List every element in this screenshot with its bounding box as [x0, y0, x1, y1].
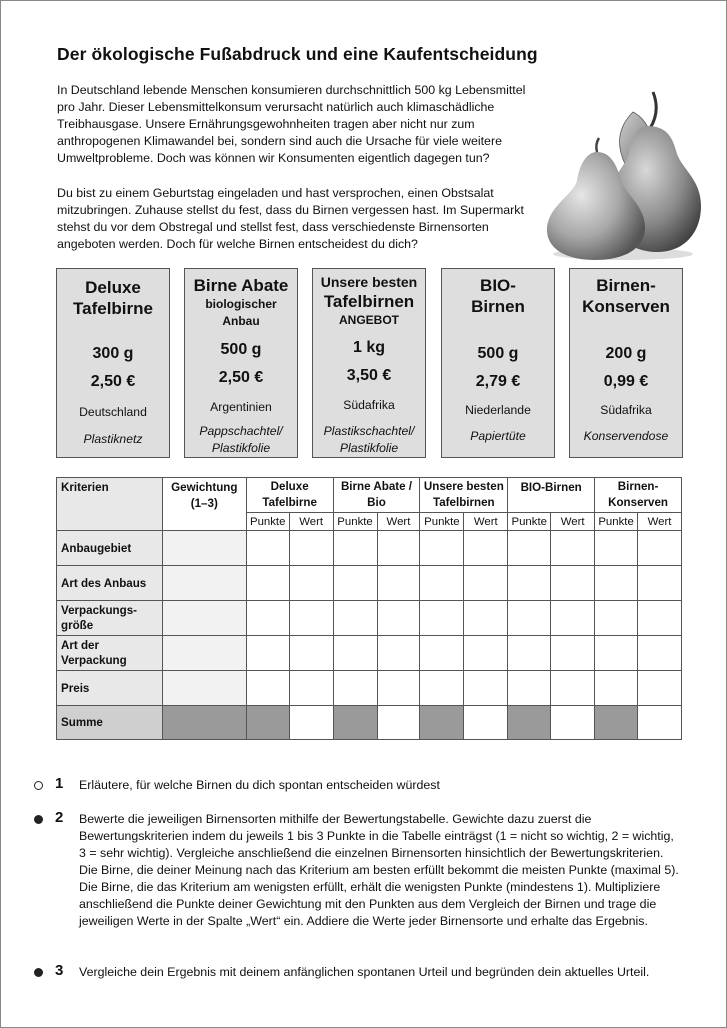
product-name: Birne Abate: [193, 276, 289, 295]
product-subtitle: biologischer Anbau: [205, 297, 277, 328]
product-name: Birnen- Konserven: [582, 276, 670, 316]
points-cell[interactable]: [420, 566, 464, 601]
task-number: 3: [55, 962, 64, 979]
weight-header: Gewichtung (1–3): [162, 478, 246, 531]
sum-points-cell-disabled: [246, 706, 289, 740]
points-cell[interactable]: [246, 566, 289, 601]
product-card-abate: [184, 268, 298, 458]
product-quantity: 500 g: [477, 345, 519, 362]
open-circle-icon: [34, 781, 43, 790]
sum-points-cell-disabled: [595, 706, 638, 740]
product-quantity: 300 g: [92, 345, 134, 362]
value-cell[interactable]: [638, 566, 682, 601]
points-cell[interactable]: [333, 601, 377, 636]
table-row: [57, 671, 682, 706]
product-price: 3,50 €: [346, 367, 392, 384]
points-cell[interactable]: [595, 671, 638, 706]
product-card-deluxe: [56, 268, 170, 458]
points-cell[interactable]: [333, 636, 377, 671]
points-subheader: Punkte: [508, 513, 551, 531]
sum-value-cell[interactable]: [289, 706, 333, 740]
weight-cell[interactable]: [162, 636, 246, 671]
product-name-line1: Unsere besten: [320, 274, 418, 290]
product-name-line2: Tafelbirnen: [323, 292, 415, 311]
sum-value-cell[interactable]: [551, 706, 595, 740]
value-subheader: Wert: [289, 513, 333, 531]
product-card-konserven: [569, 268, 683, 458]
table-row: [57, 566, 682, 601]
value-cell[interactable]: [638, 531, 682, 566]
points-subheader: Punkte: [333, 513, 377, 531]
task-number: 2: [55, 809, 64, 826]
product-price: 0,99 €: [603, 373, 649, 390]
points-cell[interactable]: [246, 636, 289, 671]
intro-paragraph-1: In Deutschland lebende Menschen konsumieren durchschnittlich 500 kg Lebensmittel pro Jahr. Dieser Lebensmittelkonsum verursacht natürlich auch klimaschädliche Treibhausgase. Unsere Ernährungsgewohnheiten tragen aber nicht nur zum anthropogenen Klimawandel bei, sondern sind auch die Ursache für viele weitere Umweltprobleme. Doch was können wir Konsumenten eigentlich dagegen tun?: [57, 83, 526, 165]
product-country: Südafrika: [600, 403, 652, 417]
table-row: [57, 531, 682, 566]
sum-value-cell[interactable]: [377, 706, 420, 740]
product-packaging: Pappschachtel/ Plastikfolie: [199, 424, 283, 455]
points-cell[interactable]: [333, 531, 377, 566]
product-card-bio: [441, 268, 555, 458]
value-cell[interactable]: [377, 671, 420, 706]
sum-value-cell[interactable]: [464, 706, 508, 740]
points-cell[interactable]: [420, 636, 464, 671]
product-packaging: Papiertüte: [470, 429, 526, 443]
weight-cell[interactable]: [162, 531, 246, 566]
value-cell[interactable]: [464, 636, 508, 671]
row-label: Anbaugebiet: [57, 531, 163, 566]
value-cell[interactable]: [551, 531, 595, 566]
points-cell[interactable]: [508, 671, 551, 706]
sum-row: [57, 706, 682, 740]
product-packaging: Plastiknetz: [83, 432, 143, 446]
value-cell[interactable]: [638, 671, 682, 706]
points-cell[interactable]: [508, 636, 551, 671]
points-cell[interactable]: [595, 531, 638, 566]
product-name: Deluxe Tafelbirne: [73, 278, 153, 318]
task-text: Erläutere, für welche Birnen du dich spontan entscheiden würdest: [79, 778, 440, 792]
value-cell[interactable]: [464, 671, 508, 706]
points-cell[interactable]: [333, 566, 377, 601]
sum-points-cell-disabled: [420, 706, 464, 740]
filled-circle-icon: [34, 968, 43, 977]
product-packaging: Konservendose: [583, 429, 669, 443]
value-cell[interactable]: [377, 601, 420, 636]
value-cell[interactable]: [464, 531, 508, 566]
weight-cell[interactable]: [162, 671, 246, 706]
table-row: [57, 636, 682, 671]
points-subheader: Punkte: [246, 513, 289, 531]
product-header: Birne Abate / Bio: [333, 478, 420, 513]
points-cell[interactable]: [595, 601, 638, 636]
product-header: Unsere besten Tafelbirnen: [420, 478, 508, 513]
points-cell[interactable]: [420, 601, 464, 636]
product-country: Niederlande: [465, 403, 531, 417]
filled-circle-icon: [34, 815, 43, 824]
points-cell[interactable]: [508, 601, 551, 636]
value-subheader: Wert: [377, 513, 420, 531]
value-subheader: Wert: [638, 513, 682, 531]
product-header: Birnen- Konserven: [595, 478, 682, 513]
product-packaging: Plastikschachtel/ Plastikfolie: [323, 424, 415, 455]
value-cell[interactable]: [551, 671, 595, 706]
points-cell[interactable]: [420, 531, 464, 566]
points-cell[interactable]: [246, 671, 289, 706]
value-cell[interactable]: [289, 601, 333, 636]
value-cell[interactable]: [377, 566, 420, 601]
value-cell[interactable]: [551, 601, 595, 636]
product-subtitle: ANGEBOT: [339, 313, 399, 327]
sum-value-cell[interactable]: [638, 706, 682, 740]
page-title: Der ökologische Fußabdruck und eine Kaufentscheidung: [57, 44, 538, 64]
value-cell[interactable]: [551, 636, 595, 671]
sum-points-cell-disabled: [508, 706, 551, 740]
product-country: Südafrika: [343, 398, 395, 412]
product-quantity: 500 g: [220, 341, 262, 358]
points-subheader: Punkte: [420, 513, 464, 531]
intro-paragraph-2: Du bist zu einem Geburtstag eingeladen und hast versprochen, einen Obstsalat mitzubringen. Zuhause stellst du fest, dass du Birnen vergessen hast. Im Supermarkt stehst du vor dem Obstregal und stellst fest, dass verschiedenste Birnensorten angeboten werden. Doch für welche Birnen entscheidest du dich?: [57, 186, 524, 251]
product-header: Deluxe Tafelbirne: [246, 478, 333, 513]
points-cell[interactable]: [595, 636, 638, 671]
table-row: [57, 601, 682, 636]
row-label: Verpackungs- größe: [57, 601, 163, 636]
product-card-best: [312, 268, 426, 458]
value-cell[interactable]: [638, 601, 682, 636]
points-cell[interactable]: [333, 671, 377, 706]
sum-points-cell-disabled: [333, 706, 377, 740]
weight-cell[interactable]: [162, 601, 246, 636]
product-price: 2,50 €: [90, 373, 136, 390]
task-number: 1: [55, 775, 64, 792]
points-cell[interactable]: [508, 566, 551, 601]
product-price: 2,50 €: [218, 369, 264, 386]
task-text: Bewerte die jeweiligen Birnensorten mithilfe der Bewertungstabelle. Gewichte dazu zuerst die Bewertungskriterien indem du jeweils 1 bis 3 Punkte in die Tabelle einträgst (1 = nicht so wichtig, 2 = wichtig, 3 = sehr wichtig). Vergleiche anschließend die einzelnen Birnensorten hinsichtlich der Bewertungskriterien. Die Birne, die deiner Meinung nach das Kriterium am besten erfüllt bekommt die meisten Punkte (maximal 5). Die Birne, die das Kriterium am wenigsten erfüllt, erhält die wenigsten Punkte (mindestens 1). Multipliziere anschließend die Punkte deiner Gewichtung mit den Punkten aus dem Vergleich der Birnen und trage die jeweiligen Werte in der Spalte „Wert“ ein. Addiere die Werte jeder Birnensorte und erhalte das Ergebnis.: [79, 812, 679, 928]
value-cell[interactable]: [289, 636, 333, 671]
value-cell[interactable]: [638, 636, 682, 671]
value-cell[interactable]: [289, 671, 333, 706]
points-cell[interactable]: [246, 601, 289, 636]
value-cell[interactable]: [464, 601, 508, 636]
value-cell[interactable]: [377, 531, 420, 566]
row-label: Preis: [57, 671, 163, 706]
value-subheader: Wert: [551, 513, 595, 531]
product-header: BIO-Birnen: [508, 478, 595, 513]
pear-photo: [535, 82, 705, 262]
value-cell[interactable]: [464, 566, 508, 601]
value-subheader: Wert: [464, 513, 508, 531]
product-quantity: 1 kg: [352, 339, 385, 356]
product-quantity: 200 g: [605, 345, 647, 362]
evaluation-table: [56, 477, 682, 740]
value-cell[interactable]: [289, 531, 333, 566]
value-cell[interactable]: [551, 566, 595, 601]
value-cell[interactable]: [289, 566, 333, 601]
weight-cell[interactable]: [162, 566, 246, 601]
points-cell[interactable]: [595, 566, 638, 601]
product-country: Deutschland: [79, 405, 147, 419]
row-label: Art der Verpackung: [57, 636, 163, 671]
product-name: BIO- Birnen: [471, 276, 525, 316]
sum-label: Summe: [57, 706, 163, 740]
value-cell[interactable]: [377, 636, 420, 671]
points-cell[interactable]: [508, 531, 551, 566]
points-subheader: Punkte: [595, 513, 638, 531]
points-cell[interactable]: [420, 671, 464, 706]
product-price: 2,79 €: [475, 373, 521, 390]
sum-weight-cell-disabled: [162, 706, 246, 740]
task-text: Vergleiche dein Ergebnis mit deinem anfänglichen spontanen Urteil und begründen dein aktuelles Urteil.: [79, 965, 650, 979]
row-label: Art des Anbaus: [57, 566, 163, 601]
points-cell[interactable]: [246, 531, 289, 566]
criteria-header: Kriterien: [57, 478, 163, 531]
product-country: Argentinien: [210, 400, 272, 414]
